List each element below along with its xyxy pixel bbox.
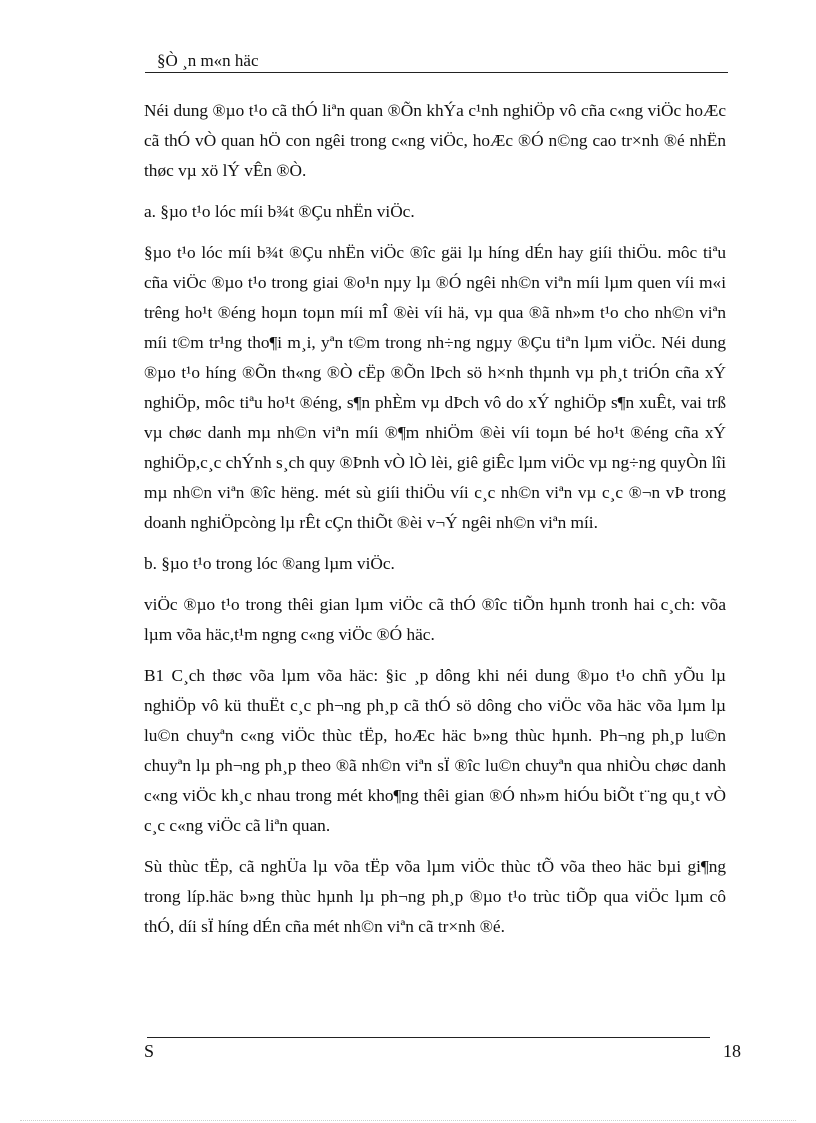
paragraph-intro: Néi dung ®µo t¹o cã thÓ liªn quan ®Õn khÝa c¹nh nghiÖp vô cña c«ng viÖc hoÆc cã thÓ vÒ quan hÖ con ngêi trong c«ng viÖc, hoÆc ®Ó n©ng cao tr×nh ®é nhËn thøc vµ xö lÝ vÊn ®Ò.	[144, 101, 726, 180]
footer-divider	[147, 1037, 710, 1038]
document-title: §Ò ¸n m«n häc	[157, 51, 259, 70]
paragraph-internship: Sù thùc tËp, cã nghÜa lµ võa tËp võa lµm viÖc thùc tÕ võa theo häc bµi gi¶ng trong líp.häc b»ng thùc hµnh lµ ph¬ng ph¸p ®µo t¹o trùc tiÕp qua viÖc lµm cô thÓ, díi sÏ híng dÉn cña mét nh©n viªn cã tr×nh ®é.	[144, 857, 726, 936]
section-heading-b: b. §µo t¹o trong lóc ®ang lµm viÖc.	[144, 554, 395, 573]
paragraph-b1-methods: B1 C¸ch thøc võa lµm võa häc: §ic ¸p dông khi néi dung ®µo t¹o chñ yÕu lµ nghiÖp vô kü thuËt c¸c ph¬ng ph¸p cã thÓ sö dông cho viÖc võa häc võa lµm lµ lu©n chuyªn c«ng viÖc thùc tËp, hoÆc häc b»ng thùc hµnh. Ph¬ng ph¸p lu©n chuyªn lµ ph¬ng ph¸p theo ®ã nh©n viªn sÏ ®îc lu©n chuyªn qua nhiÒu chøc danh c«ng viÖc kh¸c nhau trong mét kho¶ng thêi gian ®Ó nh»m hiÓu biÕt t¨ng qu¸t vÒ c¸c c«ng viÖc cã liªn quan.	[144, 666, 726, 835]
paragraph-on-job: viÖc ®µo t¹o trong thêi gian lµm viÖc cã thÓ ®îc tiÕn hµnh tronh hai c¸ch: võa lµm võa häc,t¹m ngng c«ng viÖc ®Ó häc.	[144, 595, 726, 644]
document-body	[144, 96, 726, 953]
paragraph-orientation: §µo t¹o lóc míi b¾t ®Çu nhËn viÖc ®îc gäi lµ híng dÉn hay giíi thiÖu. môc tiªu cña viÖc ®µo t¹o trong giai ®o¹n nµy lµ ®Ó ngêi nh©n viªn míi lµm quen víi m«i trêng ho¹t ®éng hoµn toµn míi mÎ ®èi víi hä, vµ qua ®ã nh»m t¹o cho nh©n viªn míi t©m tr¹ng tho¶i m¸i, yªn t©m trong nh÷ng ngµy ®Çu tiªn lµm viÖc. Néi dung ®µo t¹o híng ®Õn th«ng ®Ò cËp ®Õn lÞch sö h×nh thµnh vµ ph¸t triÓn cña xÝ nghiÖp, môc tiªu ho¹t ®éng, s¶n phÈm vµ dÞch vô do xÝ nghiÖp s¶n xuÊt, vai trß vµ chøc danh mµ nh©n viªn míi ®¶m nhiÖm ®èi víi toµn bé ho¹t ®éng cña xÝ nghiÖp,c¸c chÝnh s¸ch quy ®Þnh vÒ lÒ lèi, giê giÊc lµm viÖc vµ ng÷ng quyÒn lîi mµ nh©n viªn ®îc hëng. mét sù giíi thiÖu víi c¸c nh©n viªn vµ c¸c ®¬n vÞ trong doanh nghiÖpcòng lµ rÊt cÇn thiÕt ®èi v¬Ý ngêi nh©n viªn míi.	[144, 243, 726, 532]
page-number: 18	[723, 1041, 741, 1061]
header-divider	[145, 72, 728, 73]
section-heading-a: a. §µo t¹o lóc míi b¾t ®Çu nhËn viÖc.	[144, 202, 415, 221]
page-bottom-dotted-line	[20, 1120, 796, 1121]
footer-label: S	[144, 1041, 155, 1061]
